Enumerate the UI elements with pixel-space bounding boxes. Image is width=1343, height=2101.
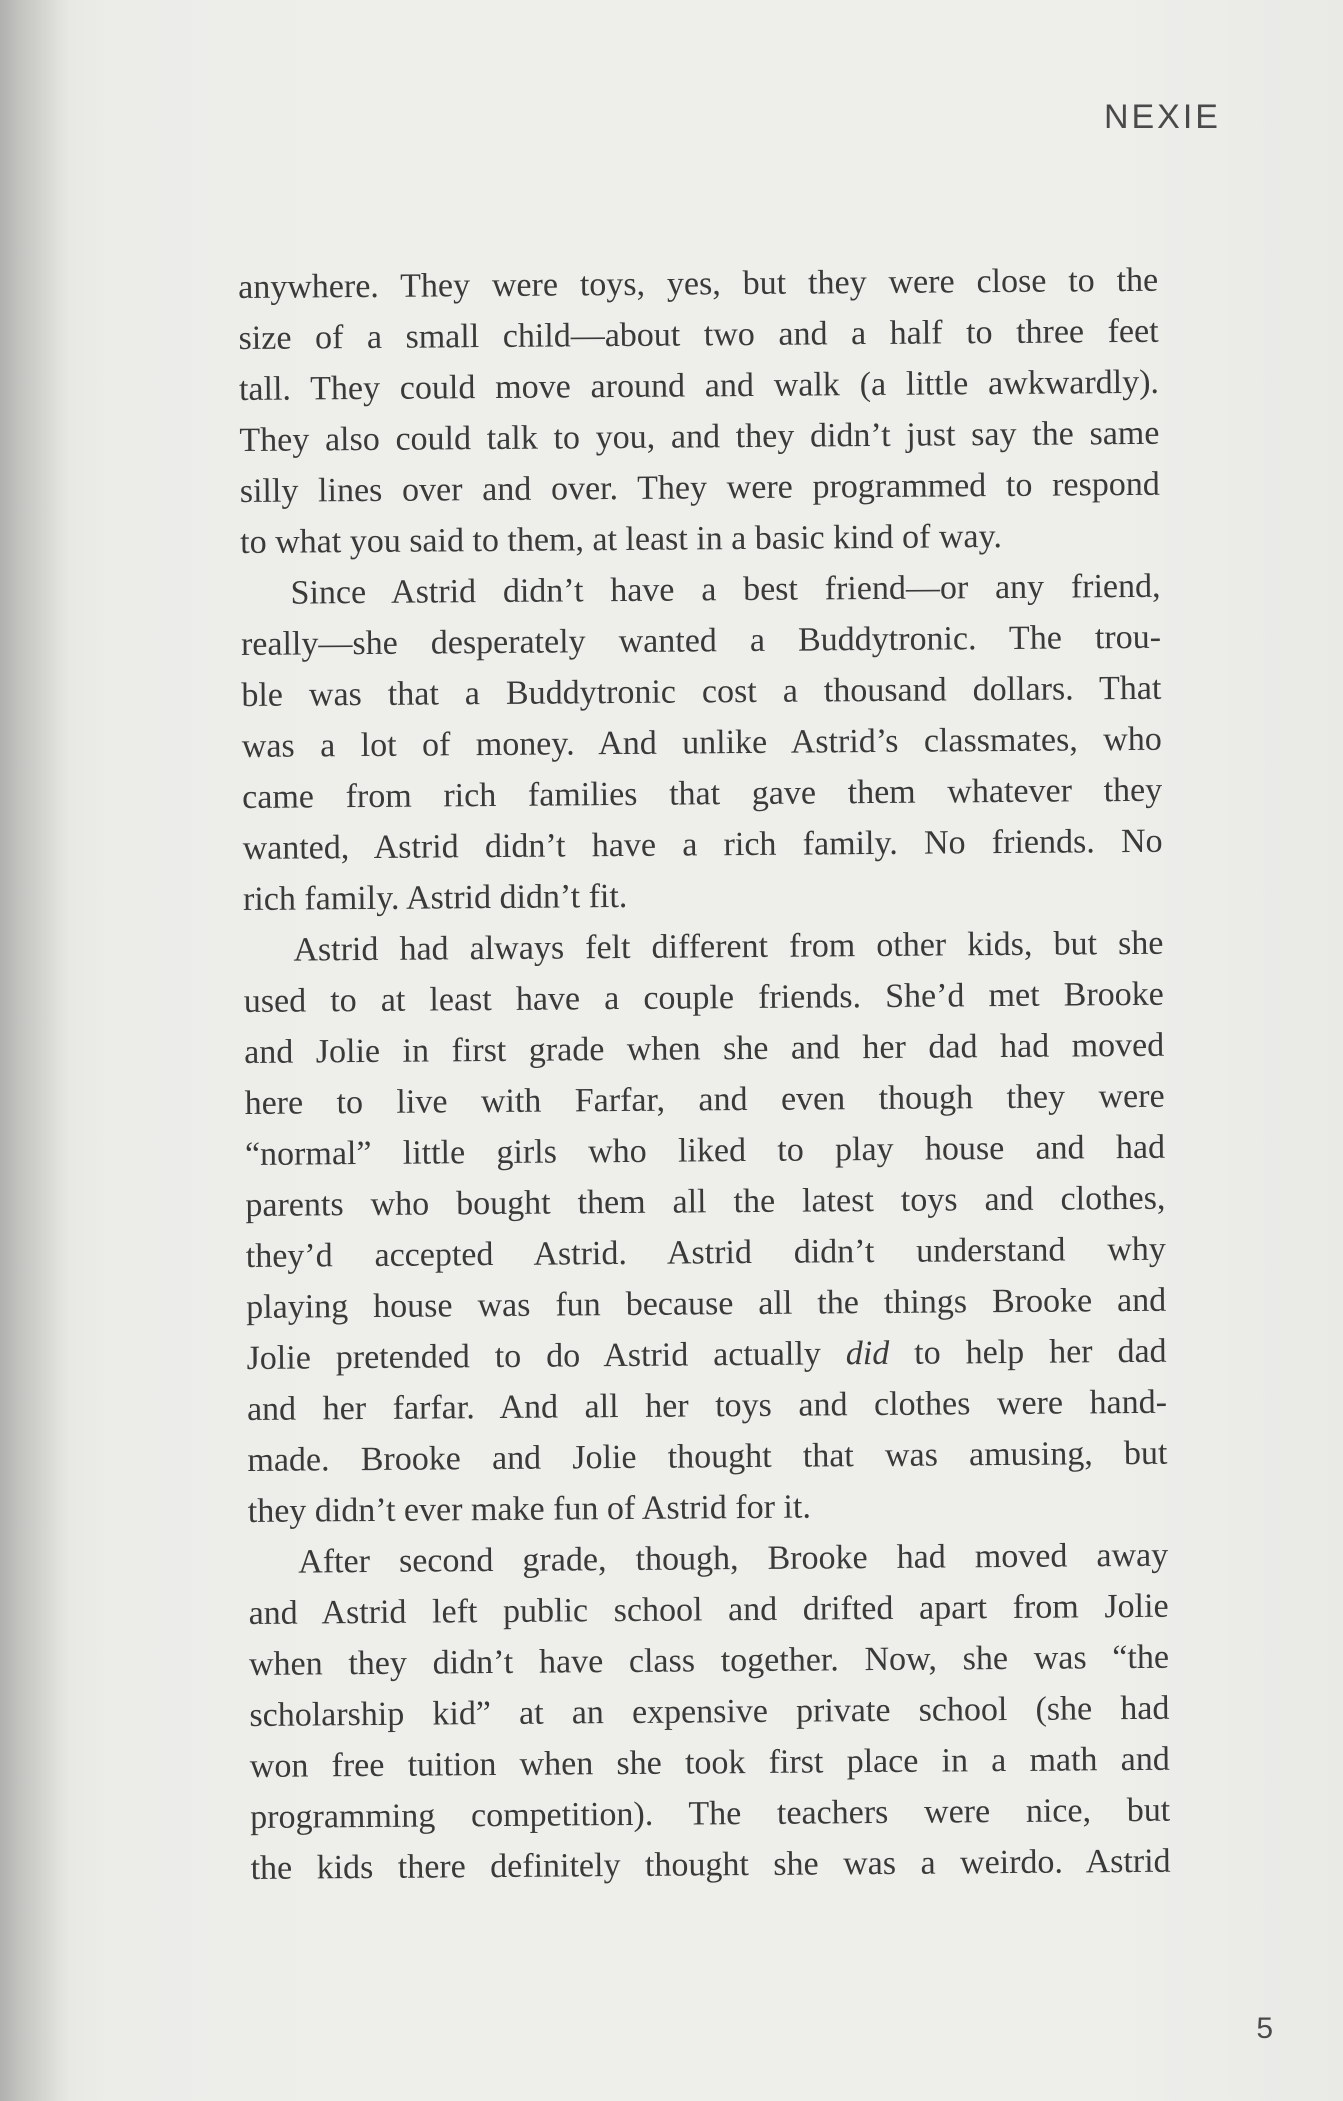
text-line: rich family. Astrid didn’t fit. [242, 877, 628, 918]
text-line: made. Brooke and Jolie thought that was amusing, but [247, 1434, 1168, 1479]
text-line: parents who bought them all the latest toys and clothes, [245, 1179, 1166, 1224]
text-line: anywhere. They were toys, yes, but they were close to the [238, 261, 1159, 306]
text-line: and Astrid left public school and drifted apart from Jolie [248, 1587, 1169, 1632]
paragraph-first-line: After second grade, though, Brooke had moved away [298, 1536, 1169, 1581]
text-line: They also could talk to you, and they didn’t just say the same [239, 414, 1160, 459]
text-run: Jolie pretended to do Astrid actually [246, 1335, 846, 1377]
text-line: used to at least have a couple friends. She’d met Brooke [243, 975, 1164, 1020]
text-run: to help her dad [889, 1332, 1167, 1372]
text-line: when they didn’t have class together. Now, she was “the [248, 1638, 1170, 1683]
text-line: the kids there definitely thought she was a weirdo. Astrid [250, 1842, 1171, 1887]
text-line: they’d accepted Astrid. Astrid didn’t understand why [245, 1230, 1166, 1275]
text-line: was a lot of money. And unlike Astrid’s classmates, who [241, 720, 1162, 765]
paragraph-first-line: Astrid had always felt different from other kids, but she [293, 924, 1164, 969]
text-line-with-emphasis [246, 1326, 1166, 1384]
text-line: silly lines over and over. They were programmed to respond [239, 465, 1160, 510]
text-line: ble was that a Buddytronic cost a thousand dollars. That [241, 669, 1162, 714]
text-line: to what you said to them, at least in a basic kind of way. [240, 518, 1003, 561]
text-line: programming competition). The teachers were nice, but [250, 1791, 1171, 1836]
text-line: really—she desperately wanted a Buddytronic. The trou- [240, 618, 1162, 663]
text-line: wanted, Astrid didn’t have a rich family. No friends. No [242, 822, 1163, 867]
text-line: here to live with Farfar, and even though they were [244, 1077, 1165, 1122]
text-line: scholarship kid” at an expensive private school (she had [249, 1689, 1170, 1734]
emphasis-text: did [845, 1334, 890, 1373]
text-line: playing house was fun because all the things Brooke and [246, 1281, 1167, 1326]
text-line: and her farfar. And all her toys and clothes were hand- [246, 1383, 1168, 1428]
page-number: 5 [1256, 2012, 1273, 2045]
text-line: tall. They could move around and walk (a little awkwardly). [238, 363, 1160, 408]
text-line: and Jolie in first grade when she and her dad had moved [244, 1026, 1165, 1071]
body-text [238, 255, 1171, 1894]
text-line: “normal” little girls who liked to play house and had [244, 1128, 1166, 1173]
text-line: won free tuition when she took first place in a math and [249, 1740, 1170, 1785]
text-line: size of a small child—about two and a half to three feet [238, 312, 1159, 357]
running-head: NEXIE [1103, 98, 1221, 136]
paragraph-first-line: Since Astrid didn’t have a best friend—or any friend, [290, 567, 1161, 612]
text-line: they didn’t ever make fun of Astrid for it. [247, 1488, 812, 1530]
book-spine-shadow [0, 0, 70, 2101]
text-line: came from rich families that gave them whatever they [242, 771, 1163, 816]
